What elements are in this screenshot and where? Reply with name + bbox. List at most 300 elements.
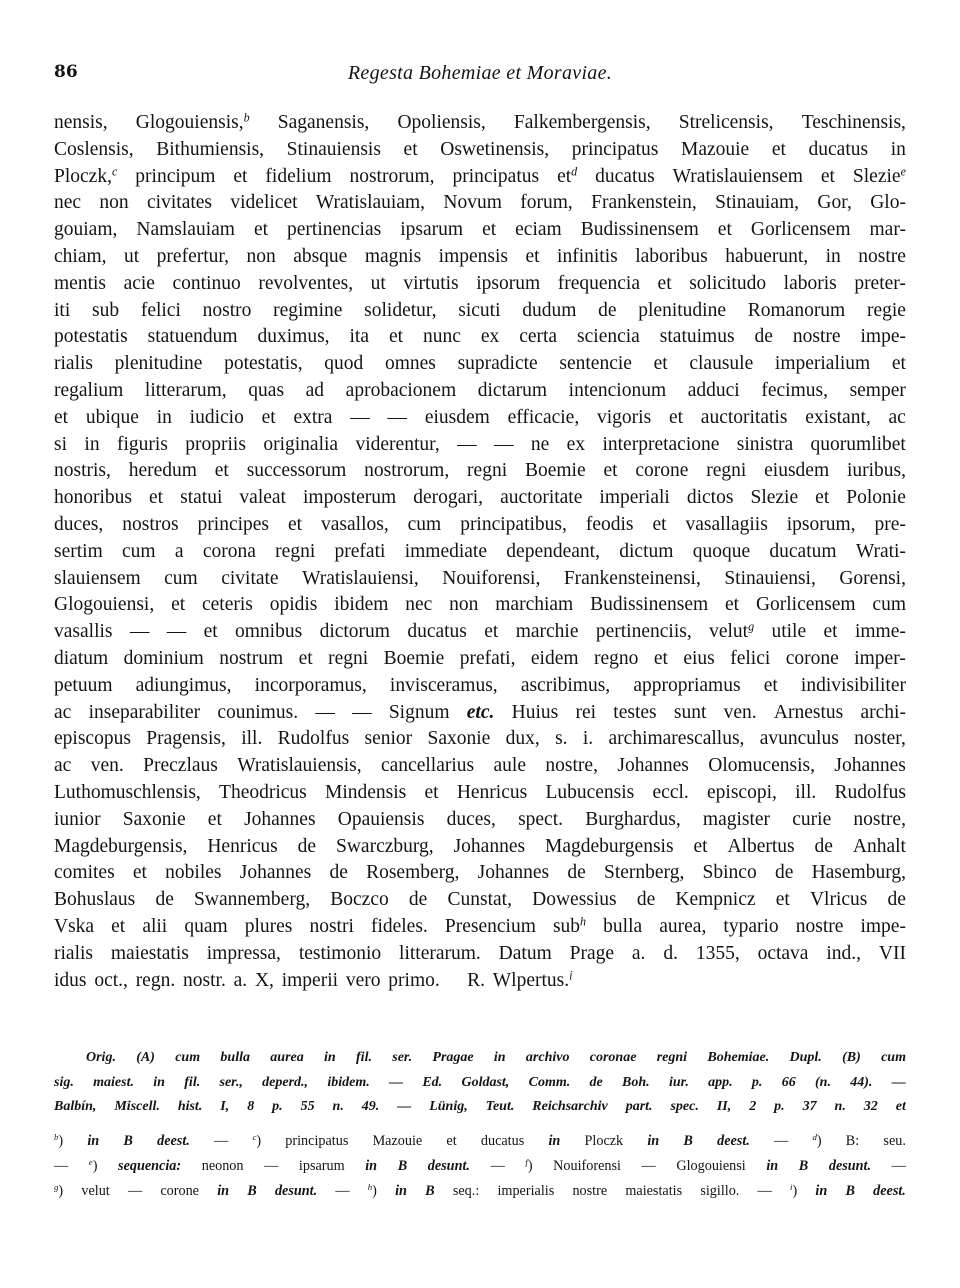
word <box>633 673 740 700</box>
word-text: iunior <box>54 808 101 830</box>
word-text: vigoris <box>596 406 652 428</box>
word <box>519 324 557 351</box>
word <box>54 592 154 619</box>
word-text: Rosemberg, <box>366 862 460 884</box>
word-text: opidis <box>269 594 318 616</box>
word <box>145 378 227 405</box>
word <box>495 592 573 619</box>
word-text: duces, <box>446 808 496 830</box>
word <box>448 887 512 914</box>
word <box>603 458 617 485</box>
word-text: de <box>754 326 773 348</box>
word-text: et <box>484 621 499 643</box>
word <box>775 351 870 378</box>
word <box>136 110 250 137</box>
word <box>334 592 388 619</box>
word-text: et <box>287 513 303 535</box>
page-number: 86 <box>54 62 78 82</box>
running-title: Regesta Bohemiae et Moraviae. <box>347 62 613 84</box>
word-text: regimine <box>273 299 343 321</box>
word <box>847 458 906 485</box>
word-text: aule <box>493 755 527 777</box>
word <box>390 673 498 700</box>
word <box>817 190 851 217</box>
word-text: semper <box>849 379 906 401</box>
word-text: ill. <box>241 728 263 750</box>
word <box>136 968 176 995</box>
word <box>248 378 284 405</box>
word <box>207 941 281 968</box>
word-text: fideles. <box>370 915 428 937</box>
word <box>545 834 674 861</box>
text-line <box>54 378 906 405</box>
word <box>54 324 128 351</box>
word <box>203 298 252 325</box>
word <box>564 566 701 593</box>
word-text: et <box>815 487 830 509</box>
text-line <box>54 351 906 378</box>
word <box>512 700 559 727</box>
word-text: viderentur, <box>355 433 440 455</box>
word <box>764 673 778 700</box>
word <box>577 324 640 351</box>
word-text: corona <box>202 540 256 562</box>
word <box>826 244 841 271</box>
word-text: VII <box>878 942 906 964</box>
word <box>583 726 593 753</box>
word <box>595 164 655 191</box>
word <box>117 432 168 459</box>
text-line <box>54 807 906 834</box>
word <box>258 271 353 298</box>
footnote-marker: e <box>88 1157 93 1168</box>
word-text: extra <box>293 406 333 428</box>
word-text: prefati <box>334 540 386 562</box>
word-text: Coslensis, <box>54 138 134 160</box>
word <box>689 271 766 298</box>
word-text: dependeant, <box>506 540 600 562</box>
word <box>855 619 906 646</box>
word <box>758 941 809 968</box>
word-text: solidetur, <box>364 299 437 321</box>
word-text: civitate <box>221 567 279 589</box>
word <box>413 485 483 512</box>
word-text: pertinencias <box>287 219 382 241</box>
word <box>585 807 681 834</box>
word-text: Lubucensis <box>545 781 635 803</box>
word-text: dictorum <box>319 621 390 643</box>
word <box>654 646 668 673</box>
word <box>613 700 656 727</box>
word-text: dictarum <box>477 379 548 401</box>
word <box>173 271 241 298</box>
word-text: Gorensi, <box>839 567 906 589</box>
word <box>454 834 526 861</box>
word-text: Signum <box>388 701 450 723</box>
word-text: cancellarius <box>381 755 475 777</box>
word-text: Opauiensis <box>337 808 425 830</box>
word <box>389 324 403 351</box>
word <box>207 834 277 861</box>
word <box>320 619 390 646</box>
word-text: sub <box>552 915 581 937</box>
word <box>54 941 93 968</box>
text-line <box>54 887 906 914</box>
word <box>171 592 185 619</box>
word <box>54 432 67 459</box>
word <box>219 646 283 673</box>
word <box>237 753 361 780</box>
word <box>328 646 368 673</box>
word <box>133 860 147 887</box>
word-text: rei <box>575 701 597 723</box>
word-text: Bohuslaus <box>54 889 136 911</box>
word-text: Gorlicensem <box>750 219 851 241</box>
word-text: honoribus <box>54 487 132 509</box>
word-text: ducatus <box>808 138 869 160</box>
word <box>594 646 638 673</box>
word-text: et <box>603 460 618 482</box>
word <box>149 485 163 512</box>
word-text: Magdeburgensis <box>545 835 674 857</box>
word <box>157 244 229 271</box>
text-line <box>54 432 906 459</box>
word-text: clausule <box>689 353 754 375</box>
word <box>557 244 618 271</box>
word-text: et <box>775 889 790 911</box>
word-text: de <box>814 835 833 857</box>
word <box>409 887 427 914</box>
word-text: — <box>315 701 335 723</box>
word-text: de <box>297 835 317 857</box>
word-text: R. <box>467 969 485 991</box>
word-text: ibidem <box>334 594 389 616</box>
word-text: Frankenstein, <box>591 192 697 214</box>
word <box>54 673 113 700</box>
word <box>793 324 841 351</box>
word <box>861 700 906 727</box>
word-text: archi- <box>860 701 906 723</box>
word-text: eiusdem <box>424 406 490 428</box>
word <box>854 271 906 298</box>
word-text: impe- <box>860 326 906 348</box>
word-text: nostre, <box>853 808 906 830</box>
word-text: principatus <box>452 165 540 187</box>
word <box>772 137 786 164</box>
word-text: indivisibiliter <box>800 674 906 696</box>
word-text: originalia <box>263 433 339 455</box>
word <box>801 673 906 700</box>
word <box>481 324 499 351</box>
word <box>350 405 370 432</box>
word-text: nostre, <box>545 755 598 777</box>
word-text: Olomucensis, <box>708 755 815 777</box>
word <box>853 164 906 191</box>
word <box>423 324 461 351</box>
word <box>302 566 419 593</box>
word-text: cum <box>122 540 156 562</box>
word <box>776 887 790 914</box>
word <box>54 807 101 834</box>
word-text: Nouiforensi, <box>442 567 541 589</box>
footnote-marker: f <box>525 1157 528 1168</box>
word <box>809 137 869 164</box>
word <box>525 458 586 485</box>
word <box>366 860 459 887</box>
word-text: — <box>387 406 408 428</box>
word <box>854 646 906 673</box>
text-line <box>54 726 906 753</box>
word-text: Arnestus <box>773 701 844 723</box>
word-text: principatus <box>571 138 659 160</box>
text-line <box>54 834 906 861</box>
word <box>654 351 668 378</box>
word <box>270 592 318 619</box>
word <box>273 298 342 325</box>
word-text: et <box>403 138 418 160</box>
word <box>854 726 906 753</box>
word-text: — <box>457 433 477 455</box>
word-text: alii <box>142 915 168 937</box>
word-text: preter- <box>854 272 906 294</box>
word-text: maiestatis <box>110 942 189 964</box>
word <box>405 539 487 566</box>
word <box>147 190 212 217</box>
word <box>445 914 536 941</box>
word <box>688 378 740 405</box>
word <box>143 753 218 780</box>
word-text: successorum <box>246 460 347 482</box>
word-text: Saganensis, <box>277 112 370 133</box>
word <box>484 619 498 646</box>
critical-apparatus <box>54 1129 906 1204</box>
word-text: Saxonie <box>122 808 186 830</box>
word <box>815 485 829 512</box>
word <box>54 217 117 244</box>
word <box>365 726 413 753</box>
word <box>891 137 906 164</box>
word <box>706 458 746 485</box>
word <box>821 164 835 191</box>
word <box>724 566 816 593</box>
word-text: efficacie, <box>507 406 580 428</box>
word <box>725 592 739 619</box>
word-text: marchiam <box>495 594 574 616</box>
word-text: senior <box>364 728 413 750</box>
word-text: adduci <box>687 379 740 401</box>
word-text: si <box>54 433 68 455</box>
word-text: impressa, <box>206 942 281 964</box>
word-text: Henricus <box>207 835 278 857</box>
word-text: acie <box>123 272 155 294</box>
word <box>689 351 753 378</box>
footnote-marker: c <box>111 163 118 178</box>
footnote-marker: g <box>748 619 755 634</box>
word <box>669 405 683 432</box>
word <box>581 217 699 244</box>
word <box>635 458 688 485</box>
word <box>784 271 837 298</box>
word <box>440 137 549 164</box>
word-text: forum, <box>520 192 573 214</box>
word-text: regni <box>328 647 369 669</box>
word <box>407 619 467 646</box>
word-text: propriis <box>185 433 246 455</box>
word-text: Opoliensis, <box>397 112 486 133</box>
word <box>703 860 757 887</box>
word-text: existant, <box>805 406 871 428</box>
word <box>157 405 172 432</box>
word-text: Wratislauiam, <box>315 192 426 214</box>
word <box>388 405 408 432</box>
word <box>872 592 906 619</box>
word <box>805 405 871 432</box>
word-text: nostrorum, <box>349 165 435 187</box>
word-text: vero <box>345 969 381 991</box>
footnote-marker: h <box>580 914 587 929</box>
word-text: diatum <box>54 647 109 669</box>
word <box>303 485 396 512</box>
word <box>707 780 777 807</box>
word <box>146 726 226 753</box>
word-text: iti <box>54 299 71 321</box>
word-text: vasallagiis <box>685 513 768 535</box>
word <box>54 378 123 405</box>
word-text: Glo- <box>870 192 906 214</box>
word-text: Rudolfus <box>277 728 350 750</box>
word-text: nostrorum, <box>364 460 450 482</box>
word-text: nostris, <box>54 460 111 482</box>
word-text: videlicet <box>230 192 298 214</box>
word-text: Vska <box>54 915 95 937</box>
word-text: dictum <box>619 540 674 562</box>
word-text: et <box>203 621 218 643</box>
word <box>329 860 347 887</box>
word-text: Johannes <box>617 755 689 777</box>
word <box>167 619 187 646</box>
word <box>499 941 552 968</box>
text-line <box>54 485 906 512</box>
source-note-line: Balbín, Miscell. hist. I, 8 p. 55 n. 49. — Lünig, Teut. Reichsarchiv part. spec. II, 2 p. 37 n. 32 et <box>54 1099 906 1114</box>
word-text: et <box>725 594 740 616</box>
word <box>165 860 221 887</box>
word <box>637 887 655 914</box>
word-text: de <box>408 889 428 911</box>
word <box>570 941 614 968</box>
word <box>371 271 386 298</box>
word-text: ducatus <box>407 621 467 643</box>
word-text: d. <box>663 942 678 964</box>
word-text: ad <box>305 379 325 401</box>
word <box>673 164 803 191</box>
word <box>54 860 115 887</box>
word-text: et <box>652 513 667 535</box>
word-text: de <box>636 889 656 911</box>
word <box>555 726 567 753</box>
word <box>381 753 474 780</box>
word-text: sentencie <box>559 353 632 375</box>
word <box>482 217 496 244</box>
word-text: Romanorum <box>747 299 846 321</box>
text-line <box>54 190 906 217</box>
word-text: dictos <box>686 487 734 509</box>
word-text: petuum <box>54 674 113 696</box>
word-text: statuendum <box>147 326 238 348</box>
word <box>247 458 347 485</box>
word <box>54 780 201 807</box>
word <box>652 512 666 539</box>
word <box>867 298 906 325</box>
word <box>658 271 672 298</box>
word <box>203 539 256 566</box>
word <box>815 834 833 861</box>
text-line <box>54 619 906 646</box>
word-text: fecimus, <box>761 379 828 401</box>
word-text: nensis, <box>54 112 108 133</box>
word-text: sciencia <box>577 326 640 348</box>
word <box>194 887 310 914</box>
word-text: frequencia <box>557 272 640 294</box>
word <box>349 164 434 191</box>
word <box>494 753 526 780</box>
word <box>557 164 577 191</box>
word-text: regno <box>594 647 639 669</box>
word-text: eidem <box>530 647 579 669</box>
word-text: et <box>54 406 69 428</box>
word <box>660 324 735 351</box>
word <box>521 673 610 700</box>
word <box>457 432 477 459</box>
word <box>520 190 573 217</box>
word <box>89 700 201 727</box>
word-text: de <box>329 862 348 884</box>
word-text: laboribus <box>635 245 708 267</box>
word-text: appropriamus <box>633 674 741 696</box>
word <box>693 834 707 861</box>
word-text: ut <box>370 272 386 294</box>
word <box>679 110 774 137</box>
word-text: plures <box>244 915 293 937</box>
word-text: comites <box>54 862 115 884</box>
word-text: in <box>156 406 172 428</box>
word-text: derogari, <box>413 487 484 509</box>
word <box>889 405 906 432</box>
text-line <box>54 941 906 968</box>
word <box>202 592 253 619</box>
word <box>346 378 456 405</box>
word <box>663 941 678 968</box>
text-line <box>54 271 906 298</box>
word-text: et <box>717 219 732 241</box>
word <box>54 566 141 593</box>
word-text: avunculus <box>759 728 839 750</box>
word <box>545 753 598 780</box>
word-text: iudicio <box>189 406 244 428</box>
word <box>306 378 324 405</box>
word-text: et <box>149 487 164 509</box>
word <box>233 164 247 191</box>
word <box>449 592 478 619</box>
word-text: principum <box>135 165 216 187</box>
word <box>364 458 449 485</box>
word-text: dominium <box>123 647 204 669</box>
word <box>853 834 906 861</box>
word-text: et <box>171 594 186 616</box>
word-text: immediate <box>404 540 488 562</box>
word-text: et <box>253 219 269 241</box>
word <box>404 137 418 164</box>
word <box>219 780 307 807</box>
